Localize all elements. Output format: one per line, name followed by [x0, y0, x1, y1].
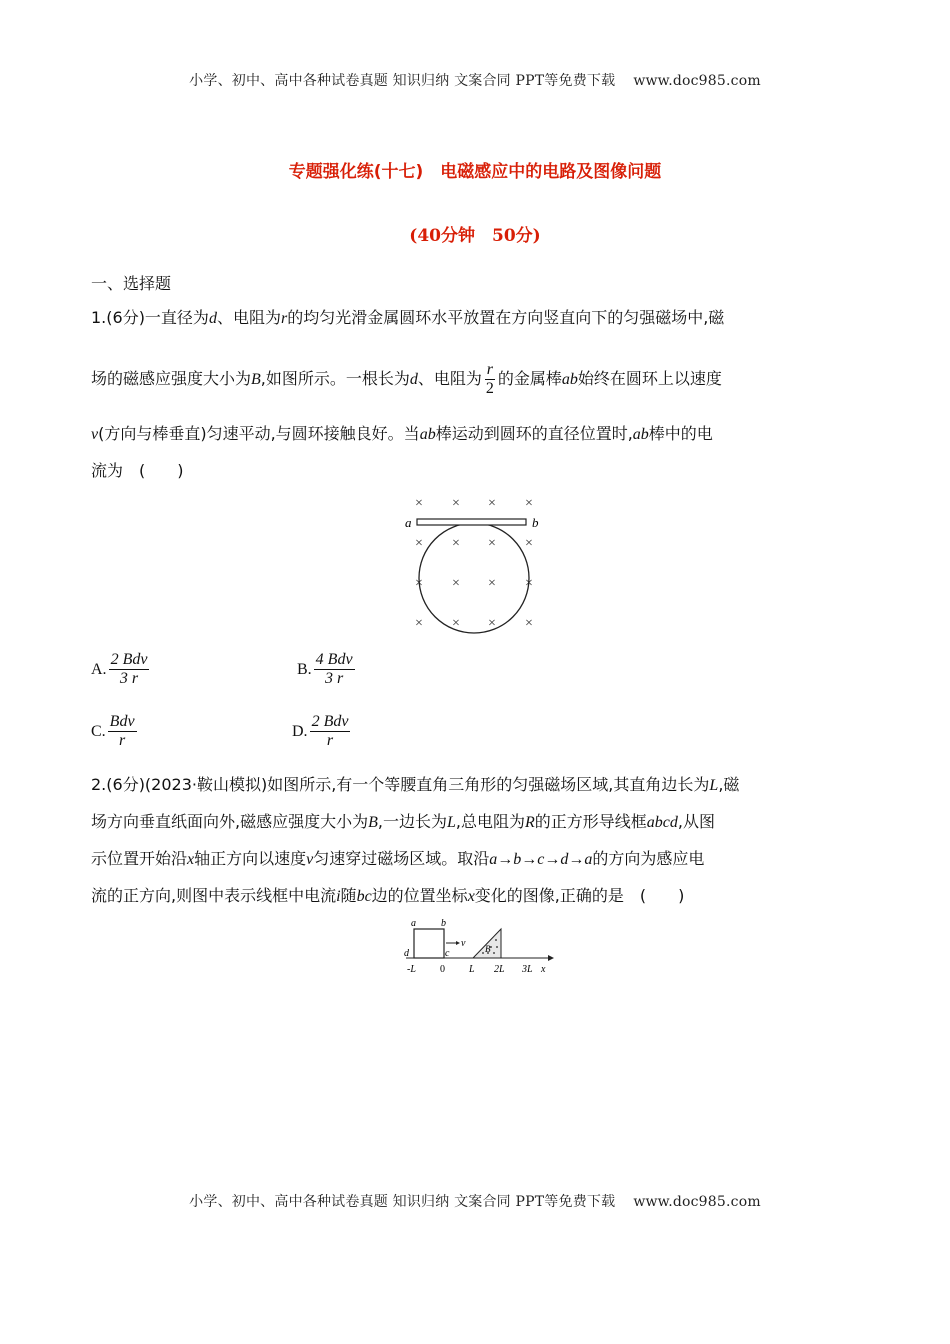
tick-3L: 3L — [522, 964, 533, 975]
square-frame — [414, 929, 444, 958]
svg-text:×: × — [415, 576, 423, 591]
label-B: B — [485, 944, 491, 954]
tick-neg-L: -L — [407, 964, 416, 975]
page-title: 专题强化练(十七) 电磁感应中的电路及图像问题 — [288, 162, 662, 182]
page-footer — [0, 1191, 950, 1211]
label-v: v — [461, 938, 466, 949]
svg-text:×: × — [488, 496, 496, 511]
label-b: b — [441, 918, 446, 929]
x-axis-arrow — [548, 955, 554, 961]
metal-ring — [419, 523, 529, 633]
tick-L: L — [469, 964, 475, 975]
header-url: www.doc985.com — [633, 73, 761, 89]
axis-label-x: x — [541, 964, 546, 975]
svg-text:×: × — [452, 536, 460, 551]
svg-text:×: × — [452, 576, 460, 591]
rod-end-b: b — [532, 515, 539, 530]
svg-text:×: × — [488, 576, 496, 591]
fraction-r-over-2: $\frac{r}{2}$ — [485, 361, 494, 397]
question-2-text: 2.(6分)(2023·鞍山模拟)如图所示,有一个等腰直角三角形的匀强磁场区域,其直角边长为L,磁 场方向垂直纸面向外,磁感应强度大小为B,一边长为L,总电阻为R的正方形导线框abcd,从图 示位置开始沿x轴正方向以速度v匀速穿过磁场区域。取沿a→b→c→d→a的方向为感应电 流的正方向,则图中表示线框中电流i随bc边的位置坐标x变化的图像,正确的是 ( ) — [91, 775, 740, 905]
svg-text:×: × — [525, 576, 533, 591]
footer-text: 小学、初中、高中各种试卷真题 知识归纳 文案合同 PPT等免费下载 — [189, 1194, 616, 1210]
option-b[interactable]: B. $\frac{\text{4 Bdv}}{3 r}$ — [297, 651, 353, 687]
page-header — [0, 70, 950, 90]
metal-rod — [417, 519, 526, 525]
tick-0: 0 — [440, 964, 445, 975]
header-text: 小学、初中、高中各种试卷真题 知识归纳 文案合同 PPT等免费下载 — [189, 73, 616, 89]
svg-text:×: × — [488, 536, 496, 551]
footer-url: www.doc985.com — [633, 1194, 761, 1210]
page-subtitle: (40分钟 50分) — [409, 226, 541, 246]
svg-text:×: × — [525, 496, 533, 511]
svg-text:×: × — [415, 496, 423, 511]
tick-2L: 2L — [494, 964, 505, 975]
figure-ring-magnetic-field — [395, 490, 555, 635]
svg-text:×: × — [525, 616, 533, 631]
label-d: d — [404, 948, 409, 959]
figure-square-frame-triangle-field — [398, 916, 558, 978]
svg-text:×: × — [452, 496, 460, 511]
field-cross-marks — [415, 496, 533, 631]
rod-end-a: a — [405, 515, 412, 530]
section-heading: 一、选择题 — [91, 274, 172, 293]
option-c[interactable]: C. $\frac{\text{Bdv}}{r}$ — [91, 713, 135, 749]
svg-text:×: × — [488, 616, 496, 631]
label-a: a — [411, 918, 416, 929]
option-a[interactable]: A. $\frac{\text{2 Bdv}}{3 r}$ — [91, 651, 148, 687]
svg-text:×: × — [415, 616, 423, 631]
label-c: c — [445, 948, 450, 959]
svg-text:×: × — [415, 536, 423, 551]
option-d[interactable]: D. $\frac{\text{2 Bdv}}{r}$ — [292, 713, 349, 749]
svg-text:×: × — [452, 616, 460, 631]
svg-text:×: × — [525, 536, 533, 551]
question-1-text: 1.(6分)一直径为d、电阻为r的均匀光滑金属圆环水平放置在方向竖直向下的匀强磁场中,磁 场的磁感应强度大小为B,如图所示。一根长为d、电阻为 $\frac{r}{2}$ 的金属棒ab始终在圆环上以速度 v(方向与棒垂直)匀速平动,与圆环接触良好。当ab棒运动到圆环的直径位置时,ab棒中的电 流为 ( ) — [91, 308, 725, 480]
